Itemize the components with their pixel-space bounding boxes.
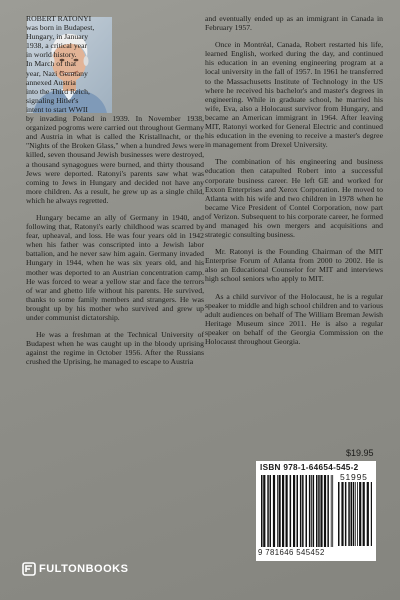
isbn-number: ISBN 978-1-64654-545-2 [260,463,359,472]
barcode-bar [351,482,353,546]
barcode-bar [282,475,284,547]
intro-line-10: signaling Hitler's [26,95,79,105]
paragraph-survivor: As a child survivor of the Holocaust, he is a regular speaker to middle and high school children and to various adult audiences on behalf of The William Breman Jewish Heritage Museum since 2011. He is also a regular speaker on behalf of the Georgia Commission on the Holocaust throughout Georgia. [205,291,383,346]
barcode-bar [270,475,272,547]
barcode-bar [302,475,304,547]
barcode-bar [338,482,340,546]
intro-line-7: year, Nazi Germany [26,68,88,78]
barcode-bar [300,475,302,547]
paragraph-continued: and eventually ended up as an immigrant in Canada in February 1957. [205,14,383,33]
price-label: $19.95 [346,448,374,458]
barcode-bar [367,482,369,546]
intro-line-5: in world history. [26,50,77,60]
paragraph-career: The combination of his engineering and business education then catapulted Robert into a successful corporate business career. He left GE and worked for Exxon Enterprises and Xerox Corporation. He moved to Atlanta with his wife and two children in 1978 when he became Vice President of Contel Corporation, now part of Verizon. Subsequent to his corporate career, he formed and managed his own mergers and acquisitions and strategic consulting business. [205,157,383,240]
publisher-name: FULTONBOOKS [39,563,129,575]
barcode-bars-addon [338,482,372,546]
intro-line-8: annexed Austria [26,77,76,87]
fulton-books-icon [22,562,36,576]
intro-line-11: intent to start WWII [26,104,88,114]
left-text-column [26,14,204,366]
isbn-barcode [256,461,376,561]
barcode-bars-main [261,475,335,547]
barcode-bar [363,482,365,546]
barcode-bar [359,482,361,546]
intro-line-3: Hungary, in January [26,32,89,42]
intro-line-1: ROBERT RATONYI [26,14,92,23]
barcode-bar [277,475,278,547]
barcode-bar [306,475,308,547]
paragraph-mit: Mr. Ratonyi is the Founding Chairman of the MIT Enterprise Forum of Atlanta from 2000 to 2002. He is also an Educational Counselor for MIT and interviews high school seniors who apply to MIT. [205,247,383,284]
intro-line-9: into the Third Reich, [26,86,90,96]
barcode-addon-number: 51995 [340,472,368,482]
barcode-bar [279,475,281,547]
barcode-bar [371,482,372,546]
barcode-bar [286,475,288,547]
publisher-logo [22,562,128,576]
paragraph-3: He was a freshman at the Technical University of Budapest when he was caught up in the bloody uprising against the regime in October 1956. After the Russians crushed the Uprising, he managed to escape to Austria [26,330,204,367]
barcode-bar [324,475,326,547]
barcode-bar [355,482,356,546]
barcode-bar [273,475,275,547]
barcode-bar [318,475,320,547]
barcode-bar [341,482,343,546]
intro-line-4: 1938, a critical year [26,41,88,51]
barcode-bar [357,482,358,546]
paragraph-2: Hungary became an ally of Germany in 1940, and following that, Ratonyi's early childhood was scarred by fear, upheaval, and loss. He was four years old in 1942 when his father was conscripted into a Jewish labor battalion, and he never saw him again. Germany invaded Hungary in 1944, when he was six years old, and his mother was deported to an Austrian concentration camp. He was forced to wear a yellow star and face the terrors of war and ghetto life without his parents. He survived, thanks to some family members and strangers. He was brought up by his mother who survived and grew up under communist dictatorship. [26,212,204,322]
barcode-bar [316,475,318,547]
barcode-bar [297,475,299,547]
barcode-bar [331,475,332,547]
barcode-bar [293,475,295,547]
barcode-bar [267,475,269,547]
intro-line-2: was born in Budapest, [26,23,95,33]
barcode-bar [261,475,263,547]
barcode-bar [353,482,355,546]
barcode-bar [309,475,311,547]
barcode-bar [263,475,265,547]
barcode-bar [311,475,312,547]
barcode-bar [332,475,333,547]
barcode-digits: 9 781646 545452 [258,548,325,557]
paragraph-montreal: Once in Montréal, Canada, Robert restarted his life, learned English, worked during the day, and continued his education in an evening engineering program at a local university in the fall of 1957. In 1961 he transferred to the Massachusetts Institute of Technology in the US where he received his bachelor's and master's degrees in engineering. While in graduate school, he married his wife, Eva, also a Holocaust survivor from Hungary, and became an American immigrant in 1964. After leaving MIT, Ratonyi worked for General Electric and continued his education in the evening to receive a master's degree in management from Drexel University. [205,40,383,150]
paragraph-1-continued: by invading Poland in 1939. In November 1938, organized pogroms were carried out throughout Germany and Austria in what is called the Kristallnacht, or the "Nights of the Broken Glass," when a hundred Jews were killed, seven thousand Jewish businesses were destroyed, a thousand synagogues were burned, and thirty thousand Jews were deported. Ratonyi's parents saw what was coming to Jews in Hungary and decided not have any more children. As a result, he grew up as a single child, which he always regretted. [26,114,204,205]
barcode-bar [320,475,322,547]
intro-line-6: In March of that [26,59,77,69]
barcode-bar [290,475,292,547]
barcode-bar [345,482,347,546]
barcode-bar [327,475,329,547]
barcode-bar [348,482,350,546]
right-text-column [205,14,383,346]
barcode-bar [313,475,315,547]
